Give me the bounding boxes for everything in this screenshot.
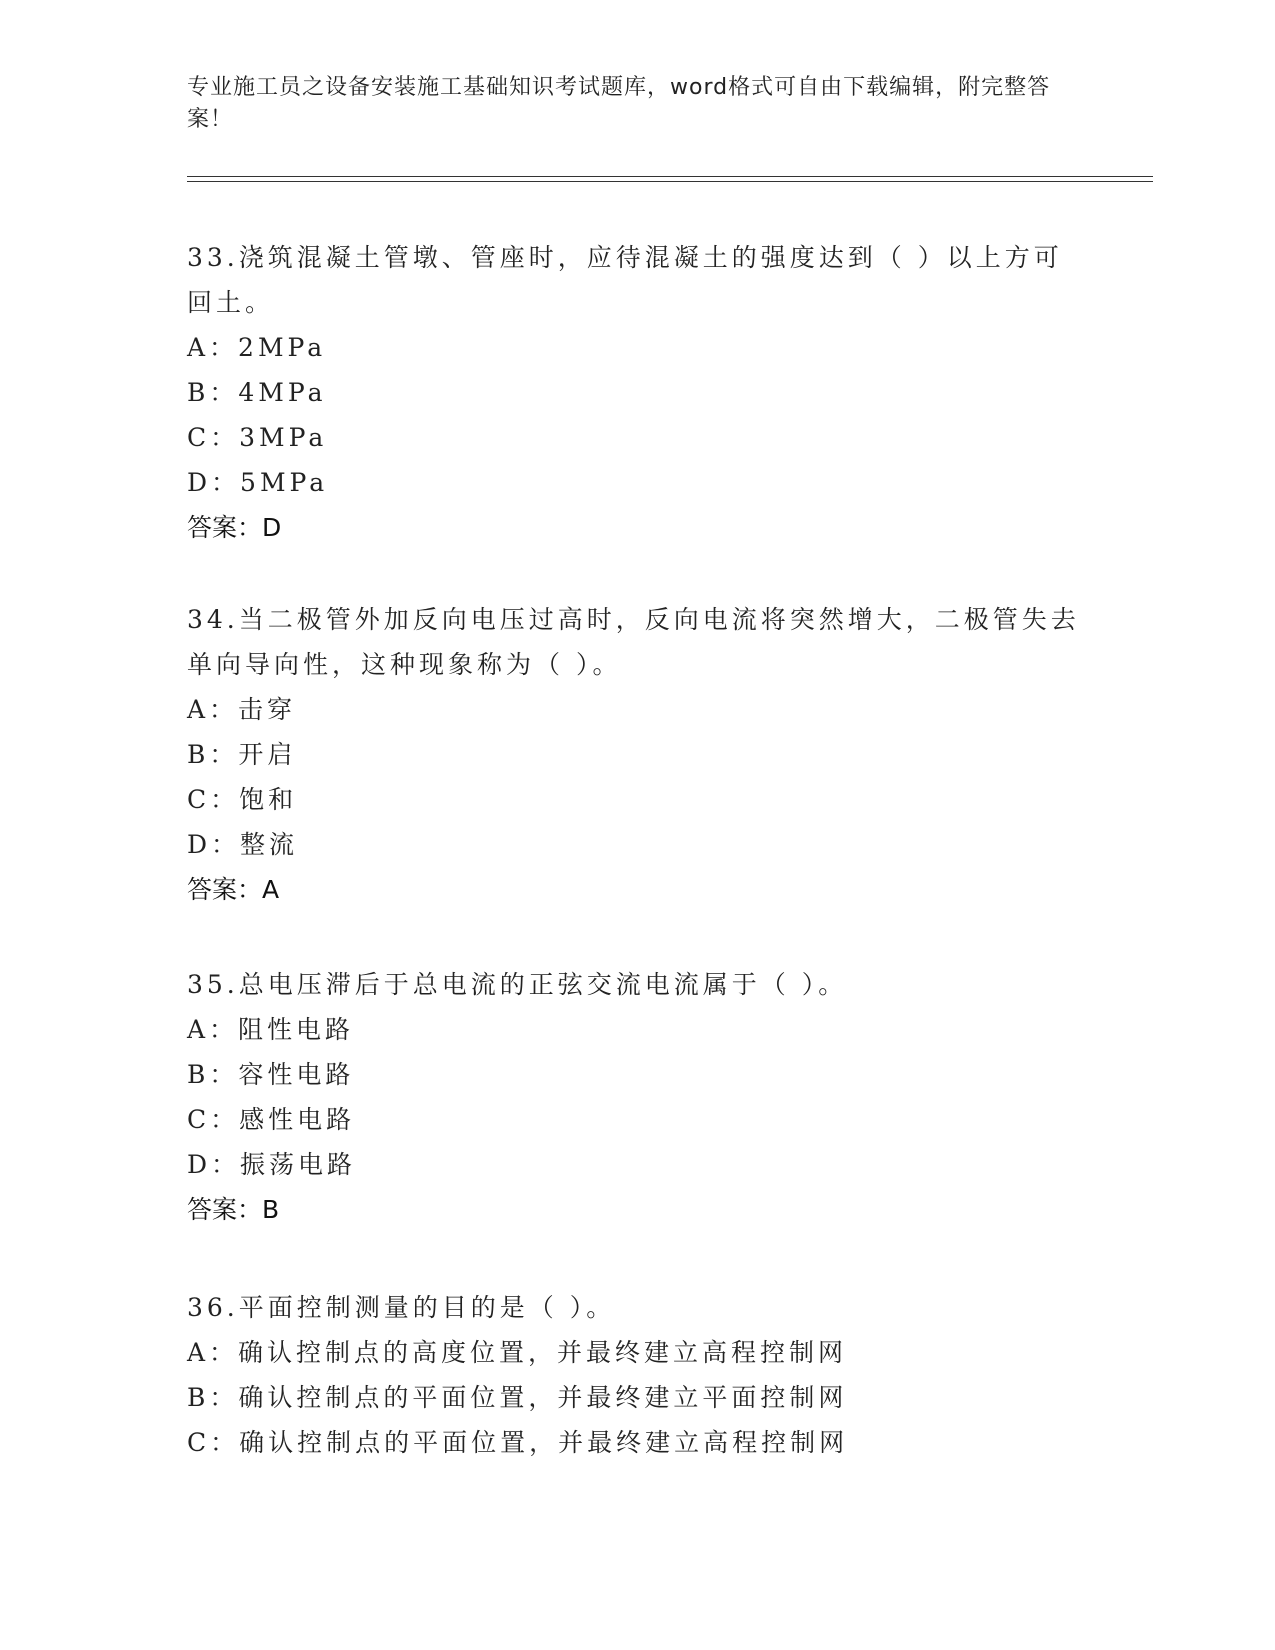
option-c: C：感性电路 <box>187 1105 356 1134</box>
question-35 <box>187 962 1087 1232</box>
question-33 <box>187 235 1087 550</box>
question-34 <box>187 597 1087 912</box>
question-stem: 36.平面控制测量的目的是（ ）。 <box>187 1293 616 1322</box>
question-stem: 35.总电压滞后于总电流的正弦交流电流属于（ ）。 <box>187 970 848 999</box>
question-36 <box>187 1285 1087 1465</box>
header-divider-top <box>187 176 1153 177</box>
option-c: C：确认控制点的平面位置，并最终建立高程控制网 <box>187 1428 849 1457</box>
answer-label: 答案： <box>187 1195 263 1224</box>
question-stem: 34.当二极管外加反向电压过高时，反向电流将突然增大，二极管失去单向导向性，这种现象称为（ ）。 <box>187 605 1080 679</box>
option-d: D：整流 <box>187 830 299 859</box>
option-b: B：4MPa <box>187 378 327 407</box>
option-d: D：5MPa <box>187 468 329 497</box>
answer-line <box>187 867 1087 912</box>
option-a: A：击穿 <box>187 695 297 724</box>
option-b: B：开启 <box>187 740 297 769</box>
option-b: B：确认控制点的平面位置，并最终建立平面控制网 <box>187 1383 848 1412</box>
answer-line <box>187 1187 1087 1232</box>
header-divider-bottom <box>187 181 1153 182</box>
option-c: C：3MPa <box>187 423 328 452</box>
option-d: D：振荡电路 <box>187 1150 357 1179</box>
answer-value: B <box>262 1195 280 1224</box>
document-header: 专业施工员之设备安装施工基础知识考试题库，word格式可自由下载编辑，附完整答案！ <box>187 75 1051 132</box>
answer-value: D <box>262 513 282 542</box>
option-b: B：容性电路 <box>187 1060 355 1089</box>
option-a: A：阻性电路 <box>187 1015 355 1044</box>
question-stem: 33.浇筑混凝土管墩、管座时，应待混凝土的强度达到（ ）以上方可回土。 <box>187 243 1063 317</box>
option-a: A：确认控制点的高度位置，并最终建立高程控制网 <box>187 1338 848 1367</box>
answer-value: A <box>262 875 280 904</box>
answer-line <box>187 505 1087 550</box>
answer-label: 答案： <box>187 875 263 904</box>
answer-label: 答案： <box>187 513 263 542</box>
option-c: C：饱和 <box>187 785 298 814</box>
option-a: A：2MPa <box>187 333 327 362</box>
